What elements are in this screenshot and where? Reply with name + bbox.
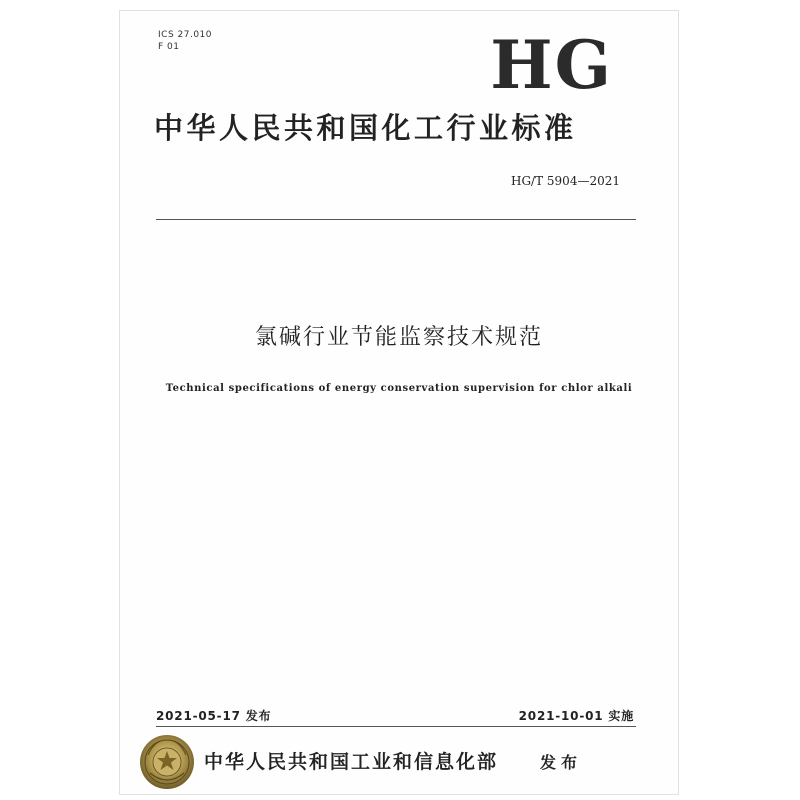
standard-title-english: Technical specifications of energy conservation supervision for chlor alkali [165, 383, 633, 394]
ccs-code: F 01 [158, 42, 180, 52]
top-divider [156, 219, 636, 220]
classification-codes [158, 29, 212, 53]
hg-logo: HG [490, 26, 613, 104]
implementation-date: 2021-10-01 实施 [518, 709, 634, 723]
national-emblem-seal-icon [138, 733, 196, 791]
organization-title: 中华人民共和国化工行业标准 [154, 111, 577, 145]
publish-label: 发布 [540, 753, 583, 772]
standard-number: HG/T 5904—2021 [511, 174, 620, 188]
issue-date: 2021-05-17 发布 [156, 709, 272, 723]
ics-code: ICS 27.010 [158, 30, 213, 40]
standard-cover [119, 10, 679, 795]
bottom-divider [156, 726, 636, 727]
standard-title-chinese: 氯碱行业节能监察技术规范 [254, 325, 543, 350]
publisher-name: 中华人民共和国工业和信息化部 [204, 751, 499, 773]
